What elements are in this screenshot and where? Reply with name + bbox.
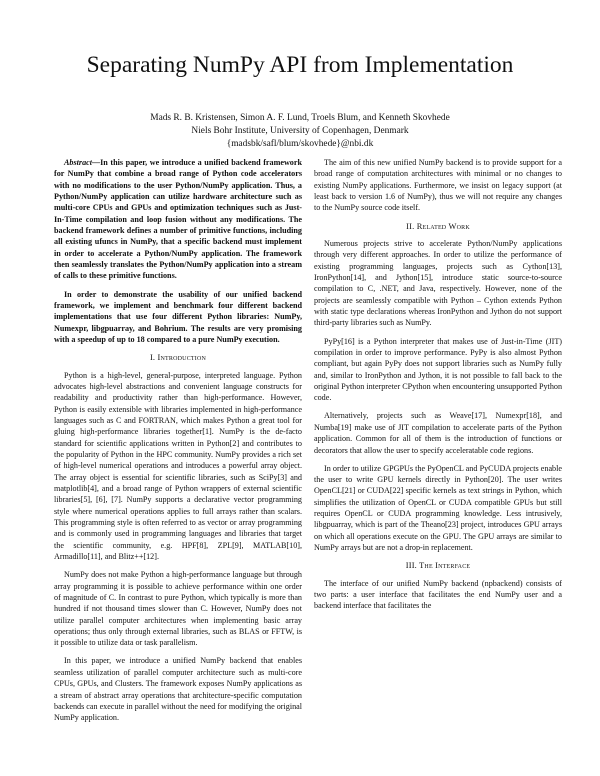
author-block — [0, 112, 600, 151]
related-paragraph-3: Alternatively, projects such as Weave[17], Numexpr[18], and Numba[19] make use of JIT compilation to accelerate parts of the Python application. Common for all of them is the introduction of functions or decorators that allow the user to specify acceleratable code regions. — [314, 411, 562, 455]
paper-title: Separating NumPy API from Implementation — [86, 52, 514, 78]
intro-paragraph-3: In this paper, we introduce a unified NumPy backend that enables seamless utilization of parallel computer architecture such as multi-core CPUs, GPUs, and Clusters. The framework exposes NumPy applications as a stream of abstract array operations that architecture-specific computation backends can execute in parallel without the need for modifying the original NumPy application. — [54, 656, 302, 723]
section-heading-related-work: II. Related Work — [406, 221, 470, 231]
left-column — [54, 157, 302, 730]
related-paragraph-4: In order to utilize GPGPUs the PyOpenCL and PyCUDA projects enable the user to write GPU kernels directly in Python[20]. The user writes OpenCL[21] or CUDA[22] specific kernels as text strings in Python, which simplifies the utilization of OpenCL or CUDA compatible GPUs but still requires OpenCL or CUDA programming knowledge. Less intrusively, libgpuarray, which is part of the Theano[23] project, introduces GPU arrays on which all operations execute on the GPU. The GPU arrays are similar to NumPy arrays but are not a drop-in replacement. — [314, 463, 562, 553]
right-column — [314, 157, 562, 619]
section-heading-interface: III. The Interface — [405, 561, 471, 571]
abstract-text-1: —In this paper, we introduce a unified backend framework for NumPy that combine a broad range of Python code accelerators with no modifications to the user Python/NumPy application. Thus, a Python/NumPy application can utilize hardware architecture such as multi-core CPUs and GPUs and optimization techniques such as Just-In-Time compilation and loop fusion without any modifications. The backend framework defines a number of primitive functions, including all existing ufuncs in NumPy, that a specific backend must implement in order to accelerate a Python/NumPy application. The framework then seamlessly translates the Python/NumPy application into a stream of calls to these primitive functions. — [54, 158, 302, 281]
intro-paragraph-1: Python is a high-level, general-purpose, interpreted language. Python advocates high-level abstractions and convenient language constructs for readability and productivity rather than high-performance. However, Python is easily extensible with libraries implemented in high-performance languages such as C and FORTRAN, which makes Python a great tool for gluing high-performance libraries together[1]. NumPy is the de-facto standard for scientific applications written in Python[2] and contributes to the popularity of Python in the HPC community. NumPy provides a rich set of high-level numerical operations and introduces a powerful array object. The array object is essential for scientific libraries, such as SciPy[3] and matplotlib[4], and a broad range of Python wrappers of external scientific libraries[5], [6], [7]. NumPy supports a declarative vector programming style where numerical operations applies to full arrays rather than scalars. This programming style is often referred to as vector or array programming and is commonly used in programming languages and libraries that target the scientific community, e.g. HPF[8], ZPL[9], MATLAB[10], Armadillo[11], and Blitz++[12]. — [54, 370, 302, 562]
section-heading-introduction: I. Introduction — [149, 353, 207, 363]
abstract-paragraph-2: In order to demonstrate the usability of our unified backend framework, we implement and benchmark four different backend implementations that use four different Python libraries: NumPy, Numexpr, libgpuarray, and Bohrium. The results are very promising with a speedup of up to 18 compared to a pure NumPy execution. — [54, 289, 302, 344]
author-email: {madsbk/safl/blum/skovhede}@nbi.dk — [226, 139, 374, 149]
author-names: Mads R. B. Kristensen, Simon A. F. Lund, Troels Blum, and Kenneth Skovhede — [150, 113, 450, 123]
intro-paragraph-4: The aim of this new unified NumPy backend is to provide support for a broad range of computation architectures with minimal or no changes to existing NumPy applications. Furthermore, we insist on legacy support (at least back to version 1.6 of NumPy), thus we will not require any changes to the NumPy source code itself. — [314, 158, 562, 213]
related-paragraph-1: Numerous projects strive to accelerate Python/NumPy applications through very different approaches. In order to utilize the performance of existing programming languages, projects such as Cython[13], IronPython[14], and Jython[15], introduce static source-to-source compilation to C, .NET, and Java, respectively. However, none of the projects are seamlessly compatible with Python – Cython extends Python with static type declarations whereas IronPython and Jython do not support third-party libraries such as NumPy. — [314, 239, 562, 328]
related-paragraph-2: PyPy[16] is a Python interpreter that makes use of Just-in-Time (JIT) compilation in order to improve performance. PyPy is also almost Python compliant, but again PyPy does not support libraries such as NumPy fully and, similar to IronPython and Jython, it is not possible to fall back to the original Python interpreter CPython when encountering unsupported Python code. — [314, 336, 563, 403]
abstract-lead: Abstract — [64, 158, 92, 167]
interface-paragraph-1: The interface of our unified NumPy backend (npbackend) consists of two parts: a user interface that facilitates the end NumPy user and a backend interface that facilitates the — [314, 578, 562, 611]
intro-paragraph-2: NumPy does not make Python a high-performance language but through array programming it is possible to achieve performance within one order of magnitude of C. In contrast to pure Python, which typically is more than hundred if not thousand times slower than C. However, NumPy does not utilize parallel computer architectures when implementing basic array operations; thus only through external libraries, such as BLAS or FFTW, is it possible to utilize data or task parallelism. — [54, 570, 302, 648]
author-affiliation: Niels Bohr Institute, University of Copenhagen, Denmark — [191, 126, 409, 136]
abstract-paragraph-1 — [54, 157, 302, 282]
